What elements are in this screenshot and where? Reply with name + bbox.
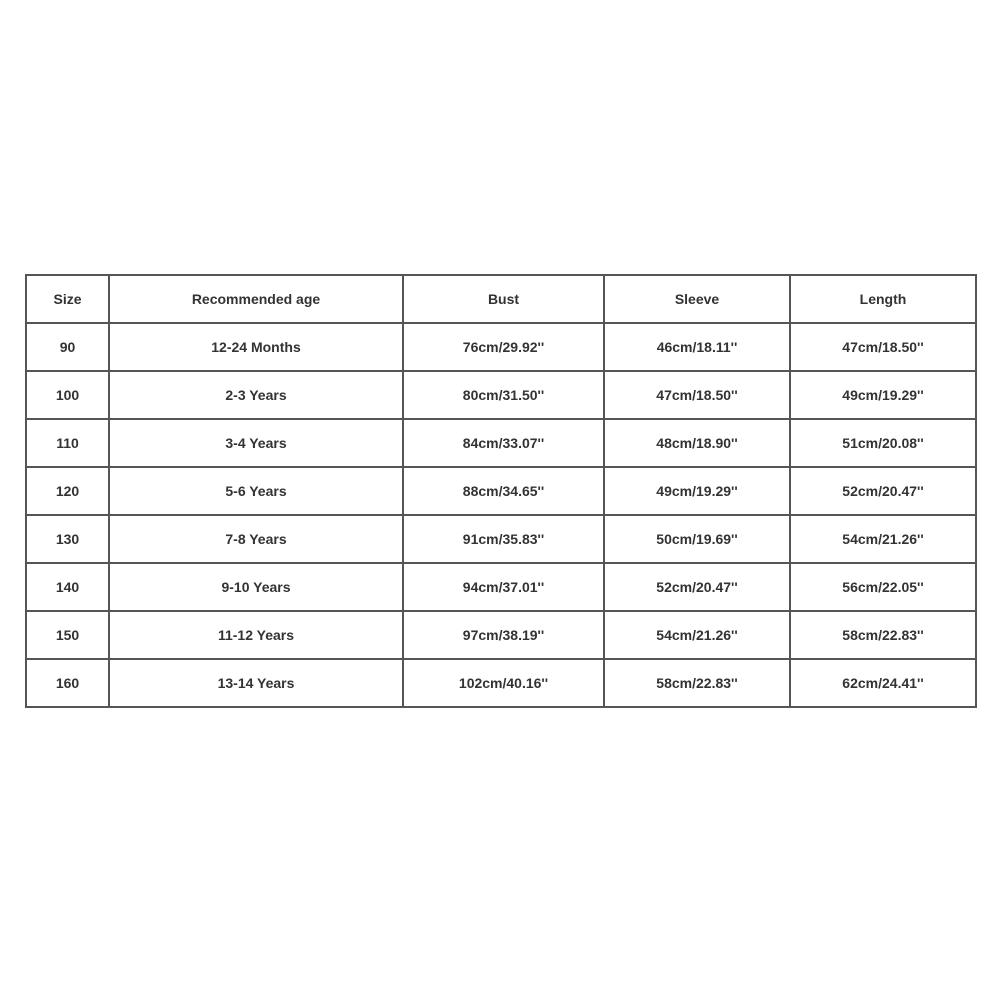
cell-size: 160	[26, 659, 109, 707]
cell-sleeve: 50cm/19.69''	[604, 515, 790, 563]
cell-sleeve: 46cm/18.11''	[604, 323, 790, 371]
cell-bust: 88cm/34.65''	[403, 467, 604, 515]
cell-bust: 97cm/38.19''	[403, 611, 604, 659]
header-bust: Bust	[403, 275, 604, 323]
table-row	[26, 659, 976, 707]
cell-recommended-age: 9-10 Years	[109, 563, 403, 611]
table-header-row	[26, 275, 976, 323]
header-recommended-age: Recommended age	[109, 275, 403, 323]
table-row	[26, 419, 976, 467]
cell-bust: 91cm/35.83''	[403, 515, 604, 563]
cell-length: 47cm/18.50''	[790, 323, 976, 371]
header-sleeve: Sleeve	[604, 275, 790, 323]
table-row	[26, 611, 976, 659]
cell-sleeve: 49cm/19.29''	[604, 467, 790, 515]
cell-length: 51cm/20.08''	[790, 419, 976, 467]
cell-recommended-age: 3-4 Years	[109, 419, 403, 467]
cell-length: 54cm/21.26''	[790, 515, 976, 563]
cell-sleeve: 52cm/20.47''	[604, 563, 790, 611]
cell-bust: 102cm/40.16''	[403, 659, 604, 707]
table-row	[26, 563, 976, 611]
cell-length: 52cm/20.47''	[790, 467, 976, 515]
cell-size: 110	[26, 419, 109, 467]
table-row	[26, 467, 976, 515]
cell-recommended-age: 7-8 Years	[109, 515, 403, 563]
table-row	[26, 515, 976, 563]
cell-sleeve: 48cm/18.90''	[604, 419, 790, 467]
cell-size: 90	[26, 323, 109, 371]
table-row	[26, 323, 976, 371]
cell-size: 100	[26, 371, 109, 419]
cell-length: 58cm/22.83''	[790, 611, 976, 659]
cell-recommended-age: 13-14 Years	[109, 659, 403, 707]
cell-recommended-age: 12-24 Months	[109, 323, 403, 371]
cell-recommended-age: 11-12 Years	[109, 611, 403, 659]
cell-sleeve: 47cm/18.50''	[604, 371, 790, 419]
cell-length: 56cm/22.05''	[790, 563, 976, 611]
cell-recommended-age: 2-3 Years	[109, 371, 403, 419]
header-size: Size	[26, 275, 109, 323]
cell-sleeve: 58cm/22.83''	[604, 659, 790, 707]
cell-length: 49cm/19.29''	[790, 371, 976, 419]
cell-bust: 80cm/31.50''	[403, 371, 604, 419]
table-row	[26, 371, 976, 419]
cell-recommended-age: 5-6 Years	[109, 467, 403, 515]
cell-size: 130	[26, 515, 109, 563]
header-length: Length	[790, 275, 976, 323]
cell-size: 120	[26, 467, 109, 515]
cell-sleeve: 54cm/21.26''	[604, 611, 790, 659]
cell-length: 62cm/24.41''	[790, 659, 976, 707]
cell-size: 140	[26, 563, 109, 611]
size-chart-table	[25, 274, 977, 708]
cell-bust: 76cm/29.92''	[403, 323, 604, 371]
cell-size: 150	[26, 611, 109, 659]
cell-bust: 94cm/37.01''	[403, 563, 604, 611]
cell-bust: 84cm/33.07''	[403, 419, 604, 467]
